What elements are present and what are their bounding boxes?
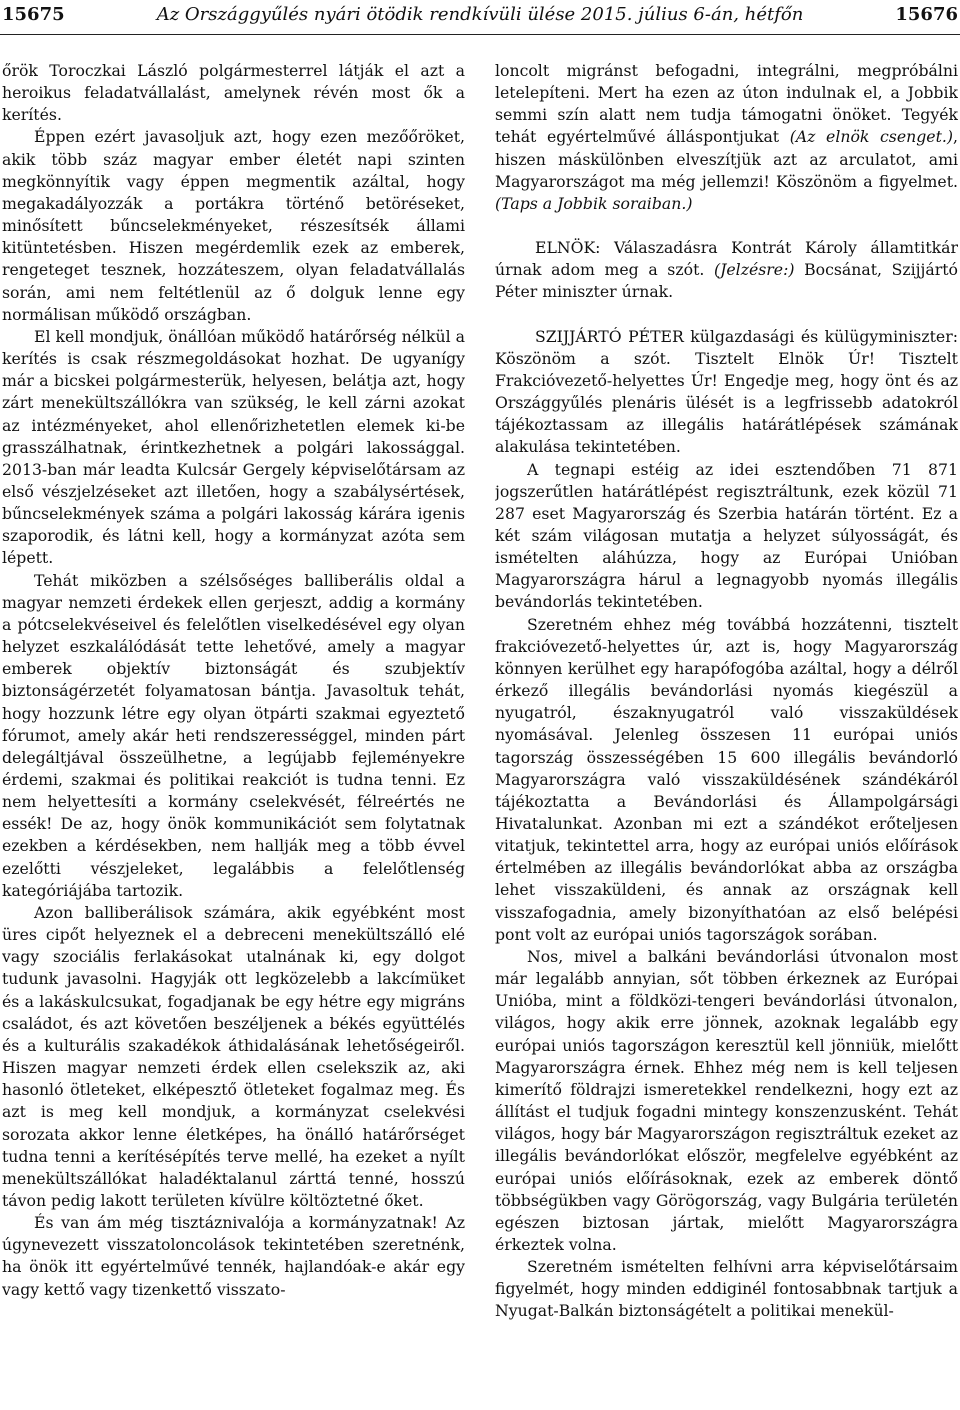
left-column <box>2 60 465 1410</box>
speaker-paragraph: SZIJJÁRTÓ PÉTER külgazdasági és külügyminiszter: Köszönöm a szót. Tisztelt Elnök Úr! Tisztelt Frakcióvezető-helyettes Úr! Engedje meg, hogy önt és az Országgyűlés plenáris ülését is a legfrissebb adatokról tájékoztassam az illegális határátlépések számának alakulása tekintetében. <box>495 326 958 457</box>
paragraph: Szeretném ehhez még továbbá hozzátenni, tisztelt frakcióvezető-helyettes úr, azt is, hogy Magyarország könnyen kerülhet egy harapófogóba azáltal, hogy a délről érkező illegális bevándorlási nyomás kiegészül a nyugatról, északnyugatról való visszaküldések nyomásával. Jelenleg összesen 11 európai uniós tagország összességében 15 600 illegális bevándorló Magyarországra való visszaküldésének szándékáról tájékoztatta a Bevándorlási és Állampolgársági Hivatalunkat. Azonban mi ezt a szándékot erőteljesen vitatjuk, tekintettel arra, hogy az európai uniós előírások értelmében az illegális bevándorlókat abba az országba lehet visszaküldeni, és annak az országnak kell visszafogadnia, amely bizonyíthatóan az első belépési pont volt az európai uniós tagországok sorában. <box>495 614 958 944</box>
text-run: , hiszen máskülönben elveszítjük azt az arculatot, ami Magyarországot ma még jellemzi! Köszönöm a figyelmet. <box>495 127 958 191</box>
text-run: ELNÖK: Válaszadásra Kontrát Károly államtitkár úrnak adom meg a szót. <box>495 238 958 280</box>
paragraph: Nos, mivel a balkáni bevándorlási útvonalon most már legalább annyian, sőt többen érkeznek az Európai Unióba, mint a földközi-tengeri bevándorlási útvonalon, világos, hogy akik erre jönnek, azoknak legalább egy európai uniós tagországon keresztül kell jönniük, mielőtt Magyarországra érnek. Ehhez még nem is kell teljesen kimerítő földrajzi ismeretekkel rendelkezni, hogy ezt az állítást el tudjuk fogadni mintegy konszenzusként. Tehát világos, hogy bár Magyarországon regisztráltuk ezeket az illegális bevándorlókat először, megfelelve egyébként az európai uniós előírásoknak, ezek az emberek döntő többségükben vagy Görögország, vagy Bulgária területén egészen biztosan jártak, mielőtt Magyarországra érkeztek volna. <box>495 946 958 1254</box>
paragraph: És van ám még tisztáznivalója a kormányzatnak! Az úgynevezett visszatoloncolások tekintetében szeretnénk, ha önök itt egyértelművé tennék, hajlandóak-e akár egy vagy kettő vagy tizenkettő visszato- <box>2 1213 465 1299</box>
page-number-right: 15676 <box>895 4 958 25</box>
stage-direction: (Az elnök csenget.) <box>789 127 953 147</box>
stage-direction: (Jelzésre:) <box>713 260 795 280</box>
page-header <box>0 0 960 42</box>
page-number-left: 15675 <box>2 4 65 25</box>
paragraph: Éppen ezért javasoljuk azt, hogy ezen mezőőröket, akik több száz magyar ember életét napi szinten megkönnyítik vagy éppen megmentik azáltal, hogy megakadályozzák a portákra történő betöréseket, minősített bűncselekményeket, részesítsék állami kitüntetésben. Hiszen megérdemlik ezek az emberek, rengeteget tesznek, hozzáteszem, olyan feladatvállalás során, ami nem feltétlenül az ő dolguk lenne egy normálisan működő országban. <box>2 127 465 324</box>
text-run: Bocsánat, Szijjártó Péter miniszter úrnak. <box>495 260 958 302</box>
paragraph: Azon balliberálisok számára, akik egyébként most üres cipőt helyeznek el a debreceni menekültszálló elé vagy szociális ferlakásokat utalnának ki, egy dolgot tudunk javasolni. Hagyják ott legközelebb a lakcímüket és a lakáskulcsukat, fogadjanak be egy hétre egy migráns családot, és azt követően beszéljenek a békés együttélés és a kulturális szakadékok áthidalásának lehetőségeiről. Hiszen magyar nemzeti érdek ellen cselekszik az, aki hasonló ötleteket, elképesztő ötleteket fogalmaz meg. És azt is meg kell mondjuk, a kormányzat cselekvési sorozata akkor lenne életképes, ha önálló határőrséget tudna tenni a kerítésépítés terve mellé, ha ezeket a nyílt menekültszállókat haladéktalanul zárttá tenné, hosszú távon pedig lakott területen kívülre költöztetné őket. <box>2 902 465 1210</box>
header-rule <box>0 34 960 35</box>
paragraph: őrök Toroczkai László polgármesterrel látják el azt a heroikus feladatvállalást, amelynek révén most ők a kerítés. <box>2 61 465 125</box>
paragraph: A tegnapi estéig az idei esztendőben 71 871 jogszerűtlen határátlépést regisztráltunk, ezek közül 71 287 eset Magyarország és Szerbia határán történt. Ez a két szám világosan mutatja a helyzet súlyosságát, és ismételten aláhúzza, hogy az Európai Unióban Magyarországra hárul a legnagyobb nyomás illegális bevándorlás tekintetében. <box>495 459 958 612</box>
right-column <box>495 60 958 1410</box>
text-run: loncolt migránst befogadni, integrálni, megpróbálni letelepíteni. Mert ha ezen az úton indulnak el, a Jobbik semmi szín alatt nem tudja támogatni önöket. Tegyék tehát egyértelművé álláspontjukat <box>495 61 958 147</box>
speaker-paragraph <box>495 237 958 303</box>
paragraph: Tehát miközben a szélsőséges balliberális oldal a magyar nemzeti érdekek ellen gerjeszt, addig a kormány a pótcselekvéseivel és felelőtlen viselkedésével egy olyan helyzet eszkalálódását tette lehetővé, amely a magyar emberek objektív biztonságát és szubjektív biztonságérzetét folyamatosan bántja. Javasoltuk tehát, hogy hozzunk létre egy olyan ötpárti szakmai egyeztető fórumot, amely akár heti rendszerességgel, minden párt delegáltjával összeülhetne, a legújabb fejleményekre érdemi, szakmai és politikai reakciót is tudna tenni. Ez nem helyettesíti a kormány cselekvését, félreértés ne essék! De az, hogy önök kommunikációt sem folytatnak ezekben a kérdésekben, nem hallják meg a több évvel ezelőtti vészjeleket, legalábbis a felelőtlenség kategóriájába tartozik. <box>2 570 465 900</box>
stage-direction: (Taps a Jobbik soraiban.) <box>495 193 693 213</box>
paragraph: El kell mondjuk, önállóan működő határőrség nélkül a kerítés is csak részmegoldásokat hozhat. De ugyanígy már a bicskei polgármesterük, helyesen, belátja azt, hogy zárt menekültszállókra van szükség, le kell zárni azokat az intézményeket, ahol ellenőrizhetetlen elemek ki-be grasszálhatnak, érintkezhetnek a polgári lakossággal. 2013-ban már leadta Kulcsár Gergely képviselőtársam az első vészjelzéseket azt illetően, hogy a szabálysértések, bűncselekmények száma a polgári lakosság kárára igenis szaporodik, és látni kell, hogy a kormányzat azóta sem lépett. <box>2 326 465 568</box>
paragraph <box>495 60 958 215</box>
running-title: Az Országgyűlés nyári ötödik rendkívüli ülése 2015. július 6-án, hétfőn <box>156 4 804 25</box>
paragraph: Szeretném ismételten felhívni arra képviselőtársaim figyelmét, hogy minden eddiginél fontosabbnak tartjuk a Nyugat-Balkán biztonságételt a politikai menekül- <box>495 1257 958 1321</box>
